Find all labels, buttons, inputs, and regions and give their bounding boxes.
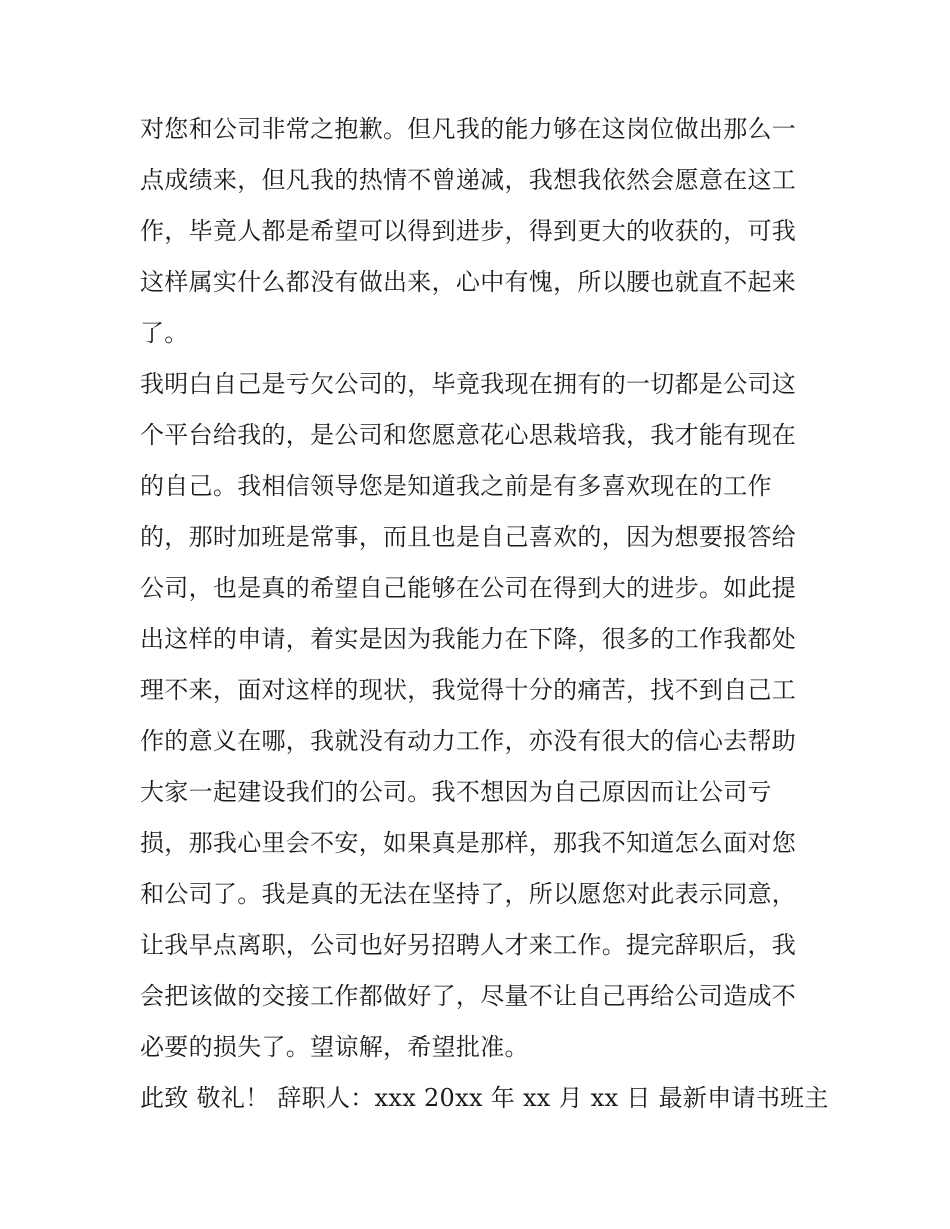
text-line: 理不来，面对这样的现状，我觉得十分的痛苦，找不到自己工 bbox=[140, 676, 797, 704]
text-line: 个平台给我的，是公司和您愿意花心思栽培我，我才能有现在 bbox=[140, 421, 797, 449]
text-line: 和公司了。我是真的无法在坚持了，所以愿您对此表示同意， bbox=[140, 880, 797, 908]
text-line: 会把该做的交接工作都做好了，尽量不让自己再给公司造成不 bbox=[140, 982, 797, 1010]
text-line: 损，那我心里会不安，如果真是那样，那我不知道怎么面对您 bbox=[140, 829, 797, 857]
text-line: 必要的损失了。望谅解，希望批准。 bbox=[140, 1033, 529, 1061]
text-line: 的自己。我相信领导您是知道我之前是有多喜欢现在的工作 bbox=[140, 472, 772, 500]
closing-line: 此致 敬礼！ 辞职人：xxx 20xx 年 xx 月 xx 日 最新申请书班主 bbox=[140, 1084, 829, 1112]
text-line: 让我早点离职，公司也好另招聘人才来工作。提完辞职后，我 bbox=[140, 931, 797, 959]
text-line: 这样属实什么都没有做出来，心中有愧，所以腰也就直不起来 bbox=[140, 268, 797, 296]
text-line: 作的意义在哪，我就没有动力工作，亦没有很大的信心去帮助 bbox=[140, 727, 797, 755]
text-line: 对您和公司非常之抱歉。但凡我的能力够在这岗位做出那么一 bbox=[140, 115, 797, 143]
text-line: 了。 bbox=[140, 319, 189, 347]
text-line: 我明白自己是亏欠公司的，毕竟我现在拥有的一切都是公司这 bbox=[140, 370, 797, 398]
text-line: 点成绩来，但凡我的热情不曾递减，我想我依然会愿意在这工 bbox=[140, 166, 797, 194]
text-line: 公司，也是真的希望自己能够在公司在得到大的进步。如此提 bbox=[140, 574, 797, 602]
text-line: 作，毕竟人都是希望可以得到进步，得到更大的收获的，可我 bbox=[140, 217, 797, 245]
text-line: 的，那时加班是常事，而且也是自己喜欢的，因为想要报答给 bbox=[140, 523, 797, 551]
text-line: 出这样的申请，着实是因为我能力在下降，很多的工作我都处 bbox=[140, 625, 797, 653]
text-line: 大家一起建设我们的公司。我不想因为自己原因而让公司亏 bbox=[140, 778, 772, 806]
